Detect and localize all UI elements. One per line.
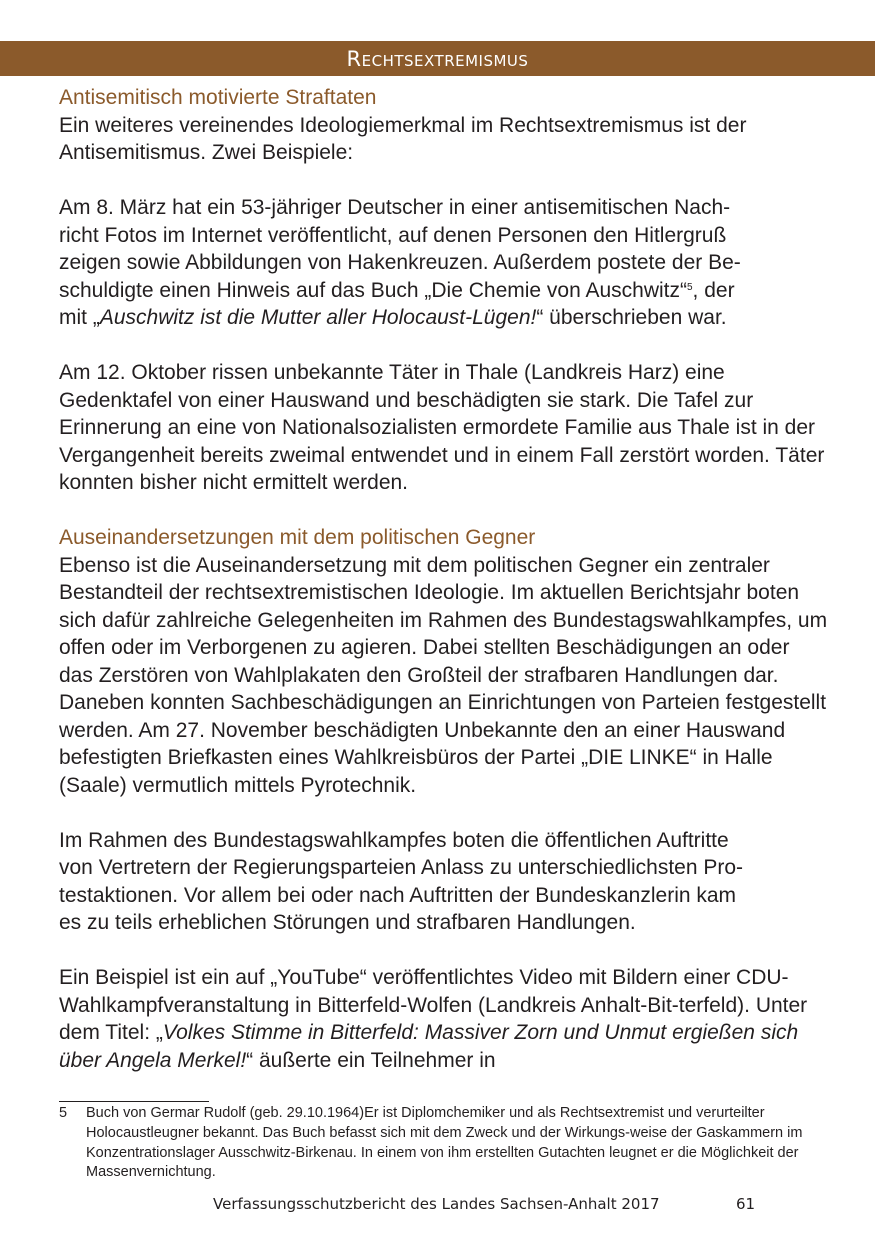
text-line: schuldigte einen Hinweis auf das Buch „Die Chemie von Auschwitz“	[59, 278, 687, 302]
section-title: Rechtsextremismus	[346, 47, 529, 71]
footnote-ref: 5	[686, 281, 693, 293]
quote-title: Volkes Stimme in Bitterfeld: Massiver Zorn und Unmut ergießen sich über Angela Merkel!	[59, 1021, 799, 1072]
text-line: testaktionen. Vor allem bei oder nach Auftritten der Bundeskanzlerin kam	[59, 883, 737, 907]
paragraph-youtube-example	[59, 964, 829, 1074]
text-fragment: “ äußerte ein Teilnehmer in	[246, 1048, 496, 1072]
paragraph: Daneben konnten Sachbeschädigungen an Einrichtungen von Parteien festgestellt werden. Am 27. November beschädigten Unbekannte den an einer Hauswand befestigten Briefkasten eines Wahlkreisbüros der Partei „DIE LINKE“ in Halle (Saale) vermutlich mittels Pyrotechnik.	[59, 691, 827, 797]
text-line: richt Fotos im Internet veröffentlicht, auf denen Personen den Hitlergruß	[59, 223, 727, 247]
footnote-text: Buch von Germar Rudolf (geb. 29.10.1964)Er ist Diplomchemiker und als Rechtsextremist und verurteilter Holocaustleugner bekannt. Das Buch befasst sich mit dem Zweck und der Wirkungs-weise der Gaskammern im Konzentrationslager Ausschwitz-Birkenau. In einem von ihm erstellten Gutachten leugnet er die Möglichkeit der Massenvernichtung.	[86, 1105, 803, 1181]
main-content	[59, 84, 829, 1074]
text-line: zeigen sowie Abbildungen von Hakenkreuzen. Außerdem postete der Be-	[59, 251, 741, 274]
text-line: Im Rahmen des Bundestagswahlkampfes boten die öffentlichen Auftritte	[59, 828, 729, 852]
text-fragment: mit „	[59, 306, 100, 329]
page-number: 61	[736, 1195, 756, 1213]
text-line: von Vertretern der Regierungsparteien Anlass zu unterschiedlichsten Pro-	[59, 856, 744, 879]
section-heading-opponent: Auseinandersetzungen mit dem politischen Gegner	[59, 526, 536, 549]
text-fragment: Ein Beispiel ist ein auf „YouTube“ veröffentlichtes Video mit Bildern einer CDU-Wahlkampfveranstaltung in Bitterfeld-Wolfen (Landkreis Anhalt-Bit-terfeld). Unter dem Titel: „	[59, 966, 808, 1044]
paragraph-example-1	[59, 194, 829, 332]
quote-title: Auschwitz ist die Mutter aller Holocaust-Lügen!	[99, 306, 537, 329]
footnote	[59, 1104, 819, 1183]
section-header	[0, 41, 875, 76]
paragraph: Ein weiteres vereinendes Ideologiemerkmal im Rechtsextremismus ist der Antisemitismus. Zwei Beispiele:	[59, 113, 747, 164]
footnote-divider	[59, 1101, 209, 1102]
footnote-number: 5	[59, 1105, 68, 1121]
text-fragment: , der	[692, 278, 735, 302]
page-footer: Verfassungsschutzbericht des Landes Sachsen-Anhalt 2017	[213, 1195, 660, 1213]
section-heading-antisemitism: Antisemitisch motivierte Straftaten	[59, 86, 377, 109]
paragraph-example-2: Am 12. Oktober rissen unbekannte Täter in Thale (Landkreis Harz) eine Gedenktafel von einer Hauswand und beschädigten sie stark. Die Tafel zur Erinnerung an eine von Nationalsozialisten ermordete Familie aus Thale ist in der Vergangenheit bereits zweimal entwendet und in einem Fall zerstört worden. Täter konnten bisher nicht ermittelt werden.	[59, 361, 825, 494]
text-line: Am 8. März hat ein 53-jähriger Deutscher in einer antisemitischen Nach-	[59, 196, 731, 219]
paragraph: Ebenso ist die Auseinandersetzung mit dem politischen Gegner ein zentraler Bestandteil der rechtsextremistischen Ideologie. Im aktuellen Berichtsjahr boten sich dafür zahlreiche Gelegenheiten im Rahmen des Bundestagswahlkampfes, um offen oder im Verborgenen zu agieren. Dabei stellten Beschädigungen an oder das Zerstören von Wahlplakaten den Großteil der strafbaren Handlungen dar.	[59, 553, 828, 687]
text-line: es zu teils erheblichen Störungen und strafbaren Handlungen.	[59, 911, 636, 934]
text-fragment: “ überschrieben war.	[536, 306, 727, 329]
paragraph	[59, 827, 829, 937]
